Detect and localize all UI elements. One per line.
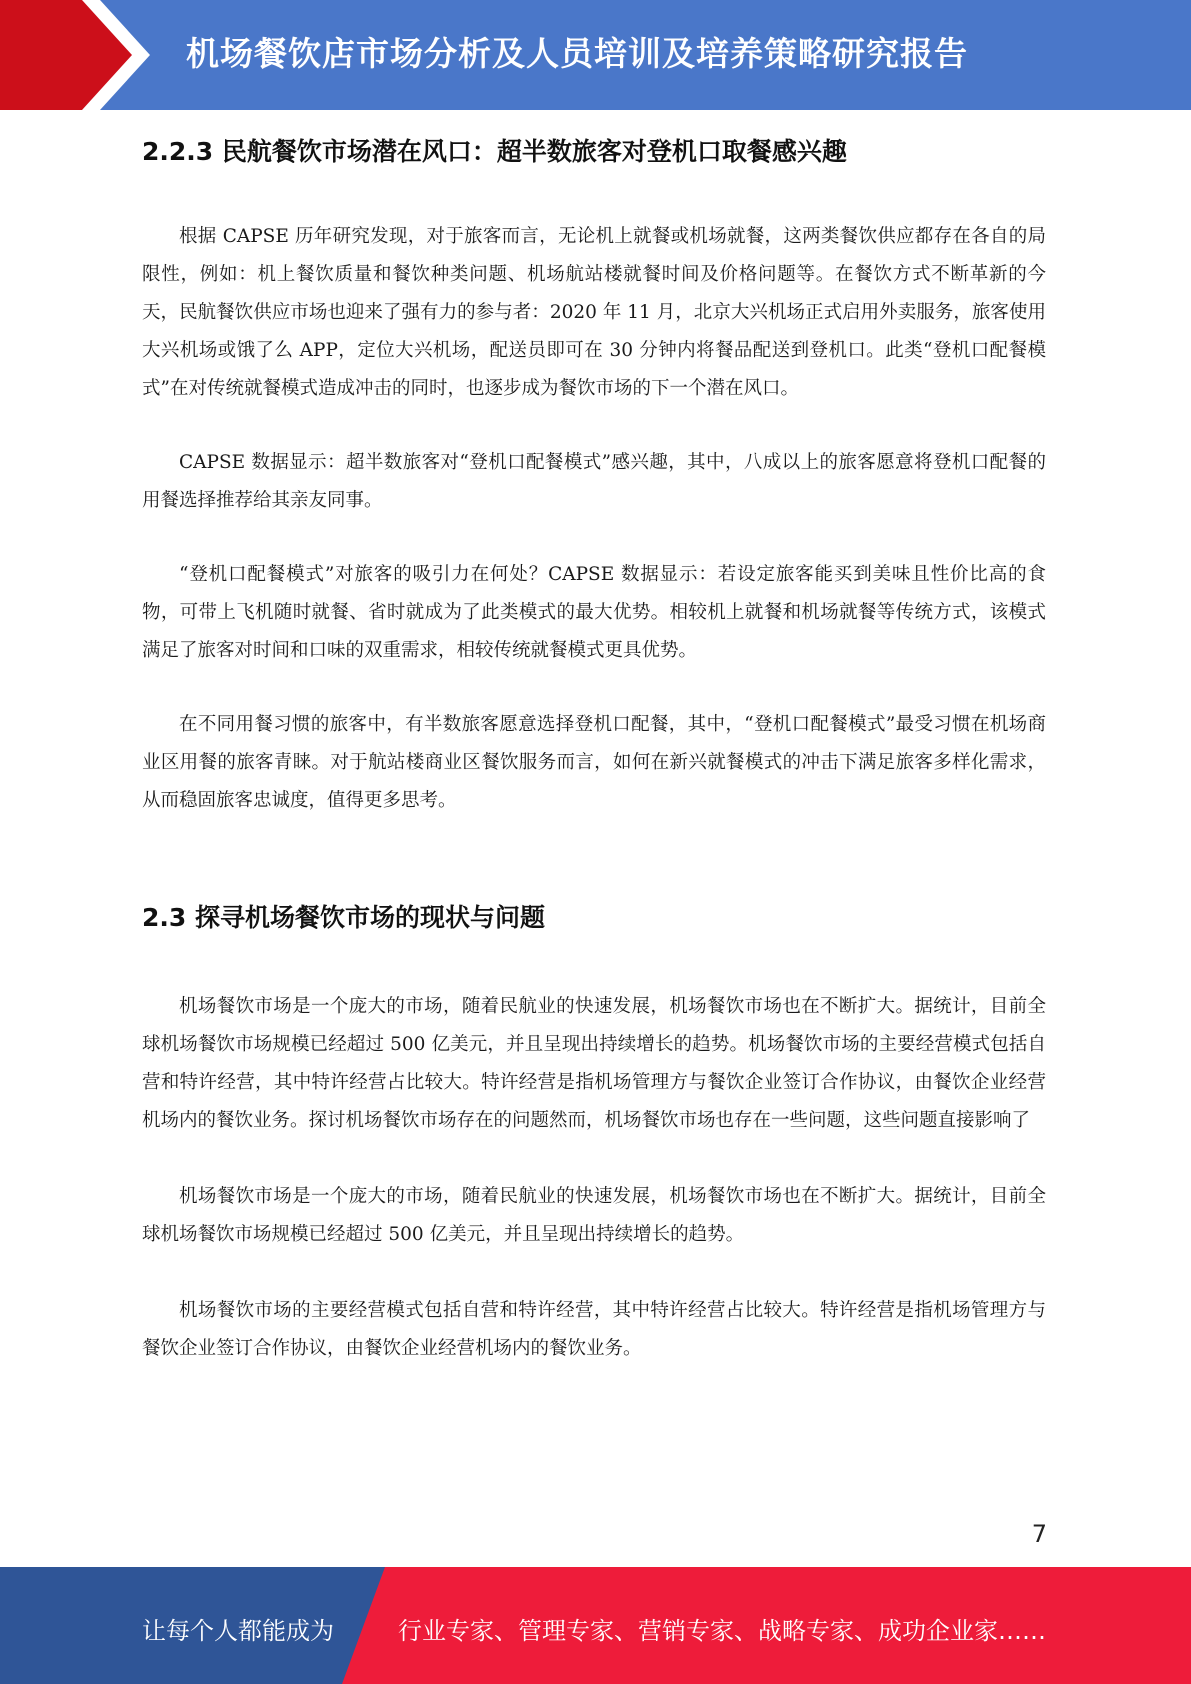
section-heading-2-2-3: 2.2.3 民航餐饮市场潜在风口：超半数旅客对登机口取餐感兴趣: [142, 137, 847, 166]
paragraph: 机场餐饮市场是一个庞大的市场，随着民航业的快速发展，机场餐饮市场也在不断扩大。据统计，目前全球机场餐饮市场规模已经超过 500 亿美元，并且呈现出持续增长的趋势。: [142, 1186, 1046, 1245]
page-number: 7: [1031, 1520, 1047, 1548]
page-header: [0, 0, 1191, 110]
section-heading-2-3: 2.3 探寻机场餐饮市场的现状与问题: [142, 903, 545, 932]
footer-slogan-left: 让每个人都能成为: [142, 1617, 334, 1645]
footer-slogan-right: 行业专家、管理专家、营销专家、战略专家、成功企业家……: [398, 1617, 1046, 1645]
main-content: [142, 128, 1046, 1368]
paragraph: 机场餐饮市场的主要经营模式包括自营和特许经营，其中特许经营占比较大。特许经营是指机场管理方与餐饮企业签订合作协议，由餐饮企业经营机场内的餐饮业务。: [142, 1300, 1046, 1359]
paragraph: 机场餐饮市场是一个庞大的市场，随着民航业的快速发展，机场餐饮市场也在不断扩大。据统计，目前全球机场餐饮市场规模已经超过 500 亿美元，并且呈现出持续增长的趋势。机场餐饮市场的主要经营模式包括自营和特许经营，其中特许经营占比较大。特许经营是指机场管理方与餐饮企业签订合作协议，由餐饮企业经营机场内的餐饮业务。探讨机场餐饮市场存在的问题然而，机场餐饮市场也存在一些问题，这些问题直接影响了: [142, 996, 1046, 1131]
report-title: 机场餐饮店市场分析及人员培训及培养策略研究报告: [186, 34, 968, 73]
page-footer: [0, 1567, 1191, 1684]
paragraph: 在不同用餐习惯的旅客中，有半数旅客愿意选择登机口配餐，其中，“登机口配餐模式”最受习惯在机场商业区用餐的旅客青睐。对于航站楼商业区餐饮服务而言，如何在新兴就餐模式的冲击下满足旅客多样化需求，从而稳固旅客忠诚度，值得更多思考。: [142, 714, 1046, 811]
paragraph: “登机口配餐模式”对旅客的吸引力在何处？CAPSE 数据显示：若设定旅客能买到美味且性价比高的食物，可带上飞机随时就餐、省时就成为了此类模式的最大优势。相较机上就餐和机场就餐等传统方式，该模式满足了旅客对时间和口味的双重需求，相较传统就餐模式更具优势。: [142, 564, 1046, 661]
header-chevron-decoration: [0, 0, 160, 110]
paragraph: CAPSE 数据显示：超半数旅客对“登机口配餐模式”感兴趣，其中，八成以上的旅客愿意将登机口配餐的用餐选择推荐给其亲友同事。: [142, 452, 1046, 511]
paragraph: 根据 CAPSE 历年研究发现，对于旅客而言，无论机上就餐或机场就餐，这两类餐饮供应都存在各自的局限性，例如：机上餐饮质量和餐饮种类问题、机场航站楼就餐时间及价格问题等。在餐饮方式不断革新的今天，民航餐饮供应市场也迎来了强有力的参与者：2020 年 11 月，北京大兴机场正式启用外卖服务，旅客使用大兴机场或饿了么 APP，定位大兴机场，配送员即可在 30 分钟内将餐品配送到登机口。此类“登机口配餐模式”在对传统就餐模式造成冲击的同时，也逐步成为餐饮市场的下一个潜在风口。: [142, 226, 1046, 399]
